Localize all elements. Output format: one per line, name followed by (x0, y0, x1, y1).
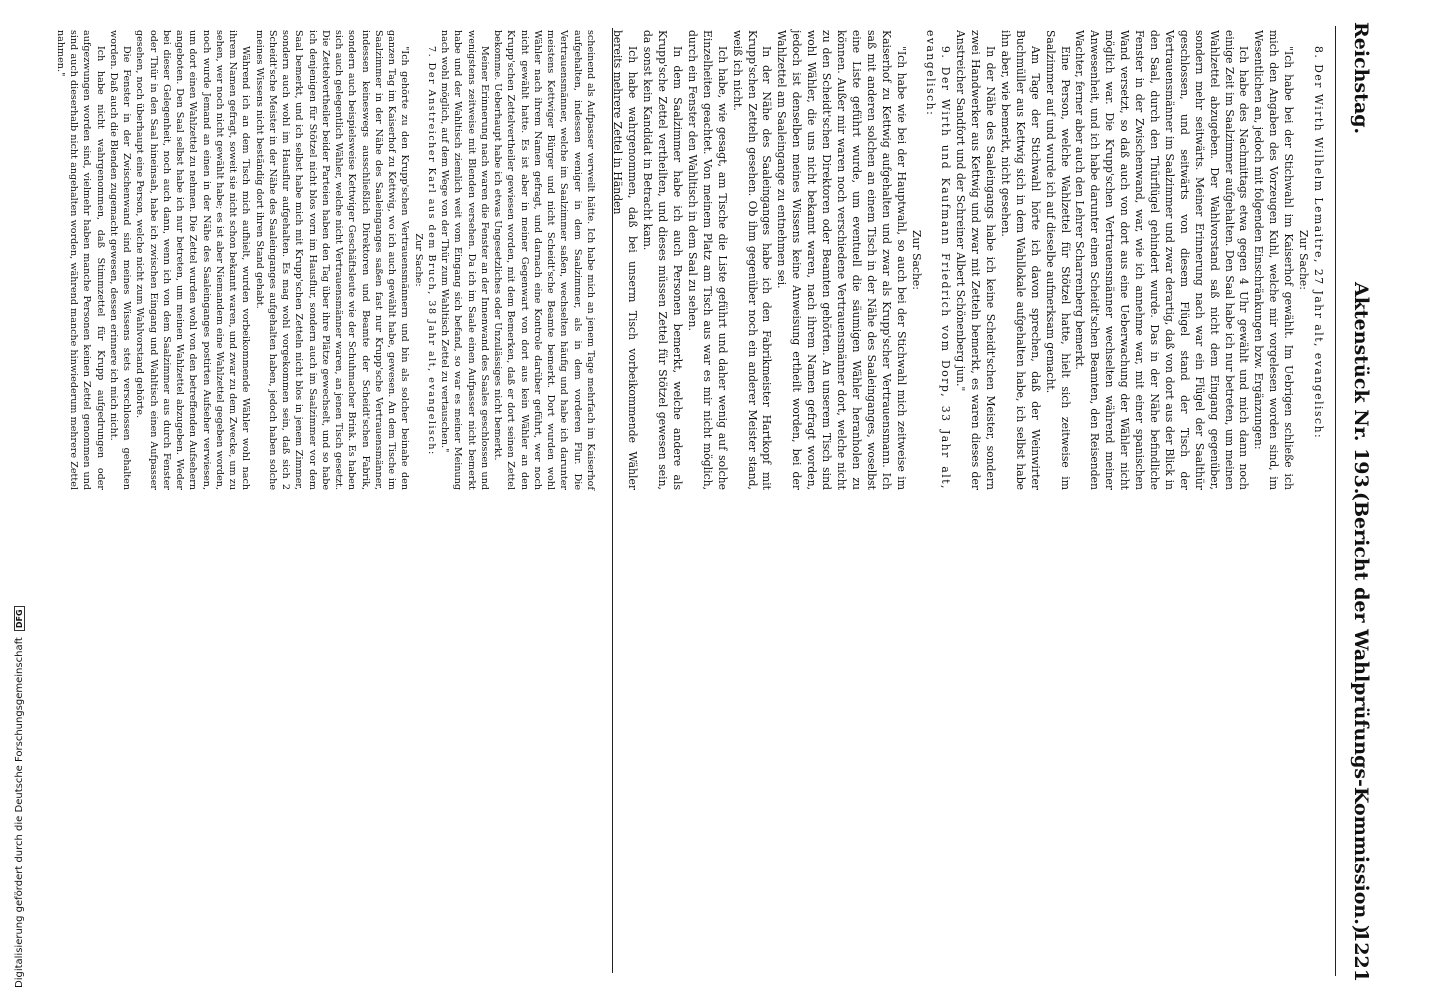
header-left: Reichstag. (1350, 22, 1372, 135)
left-column-paragraph: Zur Sache: (412, 233, 424, 287)
right-column-paragraph: Ich habe des Nachmittags etwa gegen 4 Uhr gewählt und mich dann noch einige Zeit im Saalzimmer aufgehalten. Den Saal habe ich nur betreten, um meinen Wahlzettel abzugeben. Der Wahlvorstand saß nicht dem Eingang gegenüber, sondern mehr seitwärts. Meiner Erinnerung nach war ein Flügel der Saalthür geschlossen, und seitwärts von diesem Flügel stand der Tisch der Vertrauensmänner im Saalzimmer und zwar derartig, daß von dort aus der Blick in den Saal, durch den Thürflügel gehindert wurde. Das in der Nähe befindliche Fenster in der Zwischenwand, war, wie ich annehme war, mit einer spanischen Wand versetzt, so daß auch von dort aus eine Ueberwachung der Wähler nicht möglich war. Die Krupp'schen Vertrauensmänner wechselten während meiner Anwesenheit, und ich habe darunter einen Scheidt'schen Beamten, den Reisenden Wachter, ferner aber auch den Lehrer Scharrenberg bemerkt. (1073, 30, 1251, 490)
right-column-paragraph: 9. Der Wirth und Kaufmann Friedrich vom Dorp, 33 Jahr alt, evangelisch: (924, 30, 953, 490)
dfg-logo: DFG (14, 606, 25, 631)
header-subtitle: (Bericht der Wahlprüfungs-Kommission.) (1350, 492, 1372, 934)
page-header (1338, 22, 1378, 982)
right-column-paragraph: Eine Person, welche Wahlzettel für Stötzel hatte, hielt sich zeitweise im Saalzimmer auf und wurde ich auf dieselbe aufmerksam gemacht. (1043, 30, 1072, 490)
right-column-paragraph: In der Nähe des Saaleingangs habe ich keine Scheidt'schen Meister, sondern zwei Handwerker aus Kettwig und zwar mit Zetteln bemerkt, es waren dieses der Anstreicher Sandfort und der Schreiner Albert Schönenberg jun." (954, 30, 998, 490)
right-column-paragraph: 8. Der Wirth Wilhelm Lemaitre, 27 Jahr alt, evangelisch: (1312, 46, 1325, 440)
left-column-paragraph: Die Fenster in der Zwischenwand sind meines Wissens stets verschlossen gehalten worden. Daß auch die Blenden zugemacht gewesen, dessen erinnere ich mich nicht. (108, 30, 133, 490)
left-column-paragraph: Während ich an dem Tisch mich aufhielt, wurden vorbeikommende Wähler wohl nach ihrem Namen gefragt, soweit sie nicht schon bekannt waren, und zwar zu dem Zwecke, um zu sehen, wer noch nicht gewählt habe; es ist aber Niemandem eine Wahlzettel gegeben worden, noch wurde Jemand an einen in der Nähe des Saaleinganges postirten Aufseher verwiesen, um dort einen Wahlzettel zu nehmen. Die Zettel wurden wohl von den betreffenden Aufsehern angeboten. Den Saal selbst habe ich nur betreten, um meinen Wahlzettel abzugeben. Weder bei dieser Gelegenheit, noch auch dann, wenn ich von dem Saalzimmer aus durch Fenster oder Thür in den Saal hineinsah, habe ich zwischen Eingang und Wahltisch einen Aufpasser gesehen, noch überhaupt eine Person, welche nicht zum Wahlvorstand gehörte. (134, 30, 252, 490)
left-column (54, 30, 597, 490)
page-number: 1221 (1350, 929, 1372, 982)
left-column-paragraph: Meiner Erinnerung nach waren die Fenster an der Innenwand des Saales geschlossen und wenigstens zeitweise mit Blenden versehen. Da ich im Saale einen Aufpasser nicht bemerkt habe und der Wahltisch ziemlich weit vom Eingang sich befand, so war es meiner Meinung nach wohl möglich, auf dem Wege von der Thür zum Wahltisch Zettel zu vertauschen." (439, 30, 490, 490)
header-center: Aktenstück Nr. 193. (1350, 282, 1372, 495)
right-column-paragraph: Am Tage der Stichwahl hörte ich davon sprechen, daß der Weinwirter Buchmüller aus Kettwig sich in dem Wahllokale aufgehalten habe, ich selbst habe ihn aber, wie bemerkt, nicht gesehen. (998, 30, 1042, 490)
header-rule (1335, 26, 1336, 976)
left-column-paragraph: "Ich gehörte zu den Krupp'schen Vertrauensmännern und bin als solcher beinahe den ganzen Tag im Kaiserhof zu Kettwig, wo ich auch gewählt habe, gewesen. An dem Tische im Saalzimmer in der Nähe des Saaleinganges saßen fast nur Krupp'sche Vertrauensmänner, indessen keineswegs ausschließlich Direktoren und Beamte der Scheidt'schen Fabrik, sondern auch beispielsweise Kettwiger Geschäftsleute wie der Schuhmacher Brink. Es haben sich auch gelegentlich Wähler, welche nicht Vertrauensmänner waren, an jenen Tisch gesetzt. Die Zettelvertheiler beider Parteien haben den Tag über ihre Plätze gewechselt, und so habe ich denjenigen für Stötzel nicht blos vorn im Hausflur, sondern auch im Saalzimmer vor dem Saal bemerkt, und ich selbst habe mich mit Krupp'schen Zetteln nicht blos in jenem Zimmer, sondern auch wohl im Hausflur aufgehalten. Es mag wohl vorgekommen sein, daß sich 2 Scheidt'sche Meister in der Nähe des Saaleinganges aufgehalten haben, jedoch haben solche meines Wissens nicht beständig dort ihren Stand gehabt. (253, 30, 411, 490)
left-column-paragraph: scheinend als Aufpasser verweilt hätte. Ich habe mich an jenem Tage mehrfach im Kaiserhof aufgehalten, indessen weniger in dem Saalzimmer, als in dem vorderen Flur. Die Vertrauensmänner, welche im Saalzimmer saßen, wechselten häufig und habe ich darunter meistens Kettwiger Bürger und nicht Scheidt'sche Beamte bemerkt. Dort wurden wohl Wähler nach ihrem Namen gefragt, und darnach eine Kontrole darüber geführt, wer noch nicht gewählt hatte. Es ist aber in meiner Gegenwart von dort aus kein Wähler an den Krupp'schen Zettelvertheiler gewiesen worden, mit dem Bemerken, daß er dort seinen Zettel bekomme. Ueberhaupt habe ich etwas Ungesetzliches oder Unzulässiges nicht bemerkt. (492, 30, 596, 490)
right-column-paragraph: Zur Sache: (1297, 230, 1311, 290)
right-column-paragraph: "Ich habe wie bei der Hauptwahl, so auch bei der Stichwahl mich zeitweise im Kaiserhof zu Kettwig aufgehalten und zwar als Krupp'scher Vertrauensmann. Ich saß mit anderen solchen an einem Tisch in der Nähe des Saaleinganges, woselbst eine Liste geführt wurde, um eventuell die säumigen Wähler heranholen zu können. Außer mir waren noch verschiedene Vertrauensmänner dort, welche nicht zu den Scheidt'schen Direktoren oder Beamten gehörten. An unserem Tisch sind wohl Wähler, die uns nicht bekannt waren, nach ihrem Namen gefragt worden, jedoch ist denselben meines Wissens keine Anweisung ertheilt worden, bei der Wahlzettel am Saaleingange zu entnehmen sei. (775, 30, 908, 490)
right-column-paragraph: Ich habe wahrgenommen, daß bei unserm Tisch vorbeikommende Wähler bereits mehrere Zettel in Händen (611, 30, 640, 490)
right-column-paragraph: Ich habe, wie gesagt, am Tische die Liste geführt und daher wenig auf solche Einzelheiten geachtet. Von meinem Platz am Tisch aus war es mir nicht möglich, durch ein Fenster den Wahltisch in dem Saal zu sehen. (685, 30, 729, 490)
right-column-paragraph: In der Nähe des Saaleinganges habe ich den Fabrikmeister Hartkopf mit Krupp'schen Zetteln gesehen. Ob ihm gegenüber noch ein anderer Meister stand, weiß ich nicht. (730, 30, 774, 490)
right-column-paragraph: "Ich habe bei der Stichwahl im Kaiserhof gewählt. Im Uebrigen schließe ich mich den Angaben des Vorzeugen Kuhl, welche mir vorgelesen worden sind, im Wesentlichen an, jedoch mit folgenden Einschränkungen bzw. Ergänzungen: (1252, 30, 1296, 490)
digitization-credit (12, 8, 26, 988)
left-column-paragraph: Ich habe nicht wahrgenommen, daß Stimmzettel für Krupp aufgedrungen oder aufgezwungen worden sind, vielmehr haben manche Personen keinen Zettel genommen und sind auch dieserhalb nicht angehalten worden, während manche hinwiederum mehrere Zettel nahmen." (55, 30, 106, 490)
right-column (610, 30, 1326, 490)
right-column-paragraph: In dem Saalzimmer habe ich auch Personen bemerkt, welche andere als Krupp'sche Zettel vertheilten, und dieses müssen Zettel für Stötzel gewesen sein, da sonst kein Kandidat in Betracht kam. (641, 30, 685, 490)
credit-text: Digitalisierung gefördert durch die Deutsche Forschungsgemeinschaft (13, 637, 25, 988)
left-column-paragraph: 7. Der Anstreicher Karl aus dem Bruch, 38 Jahr alt, evangelisch: (426, 46, 437, 456)
right-column-paragraph: Zur Sache: (909, 230, 923, 290)
